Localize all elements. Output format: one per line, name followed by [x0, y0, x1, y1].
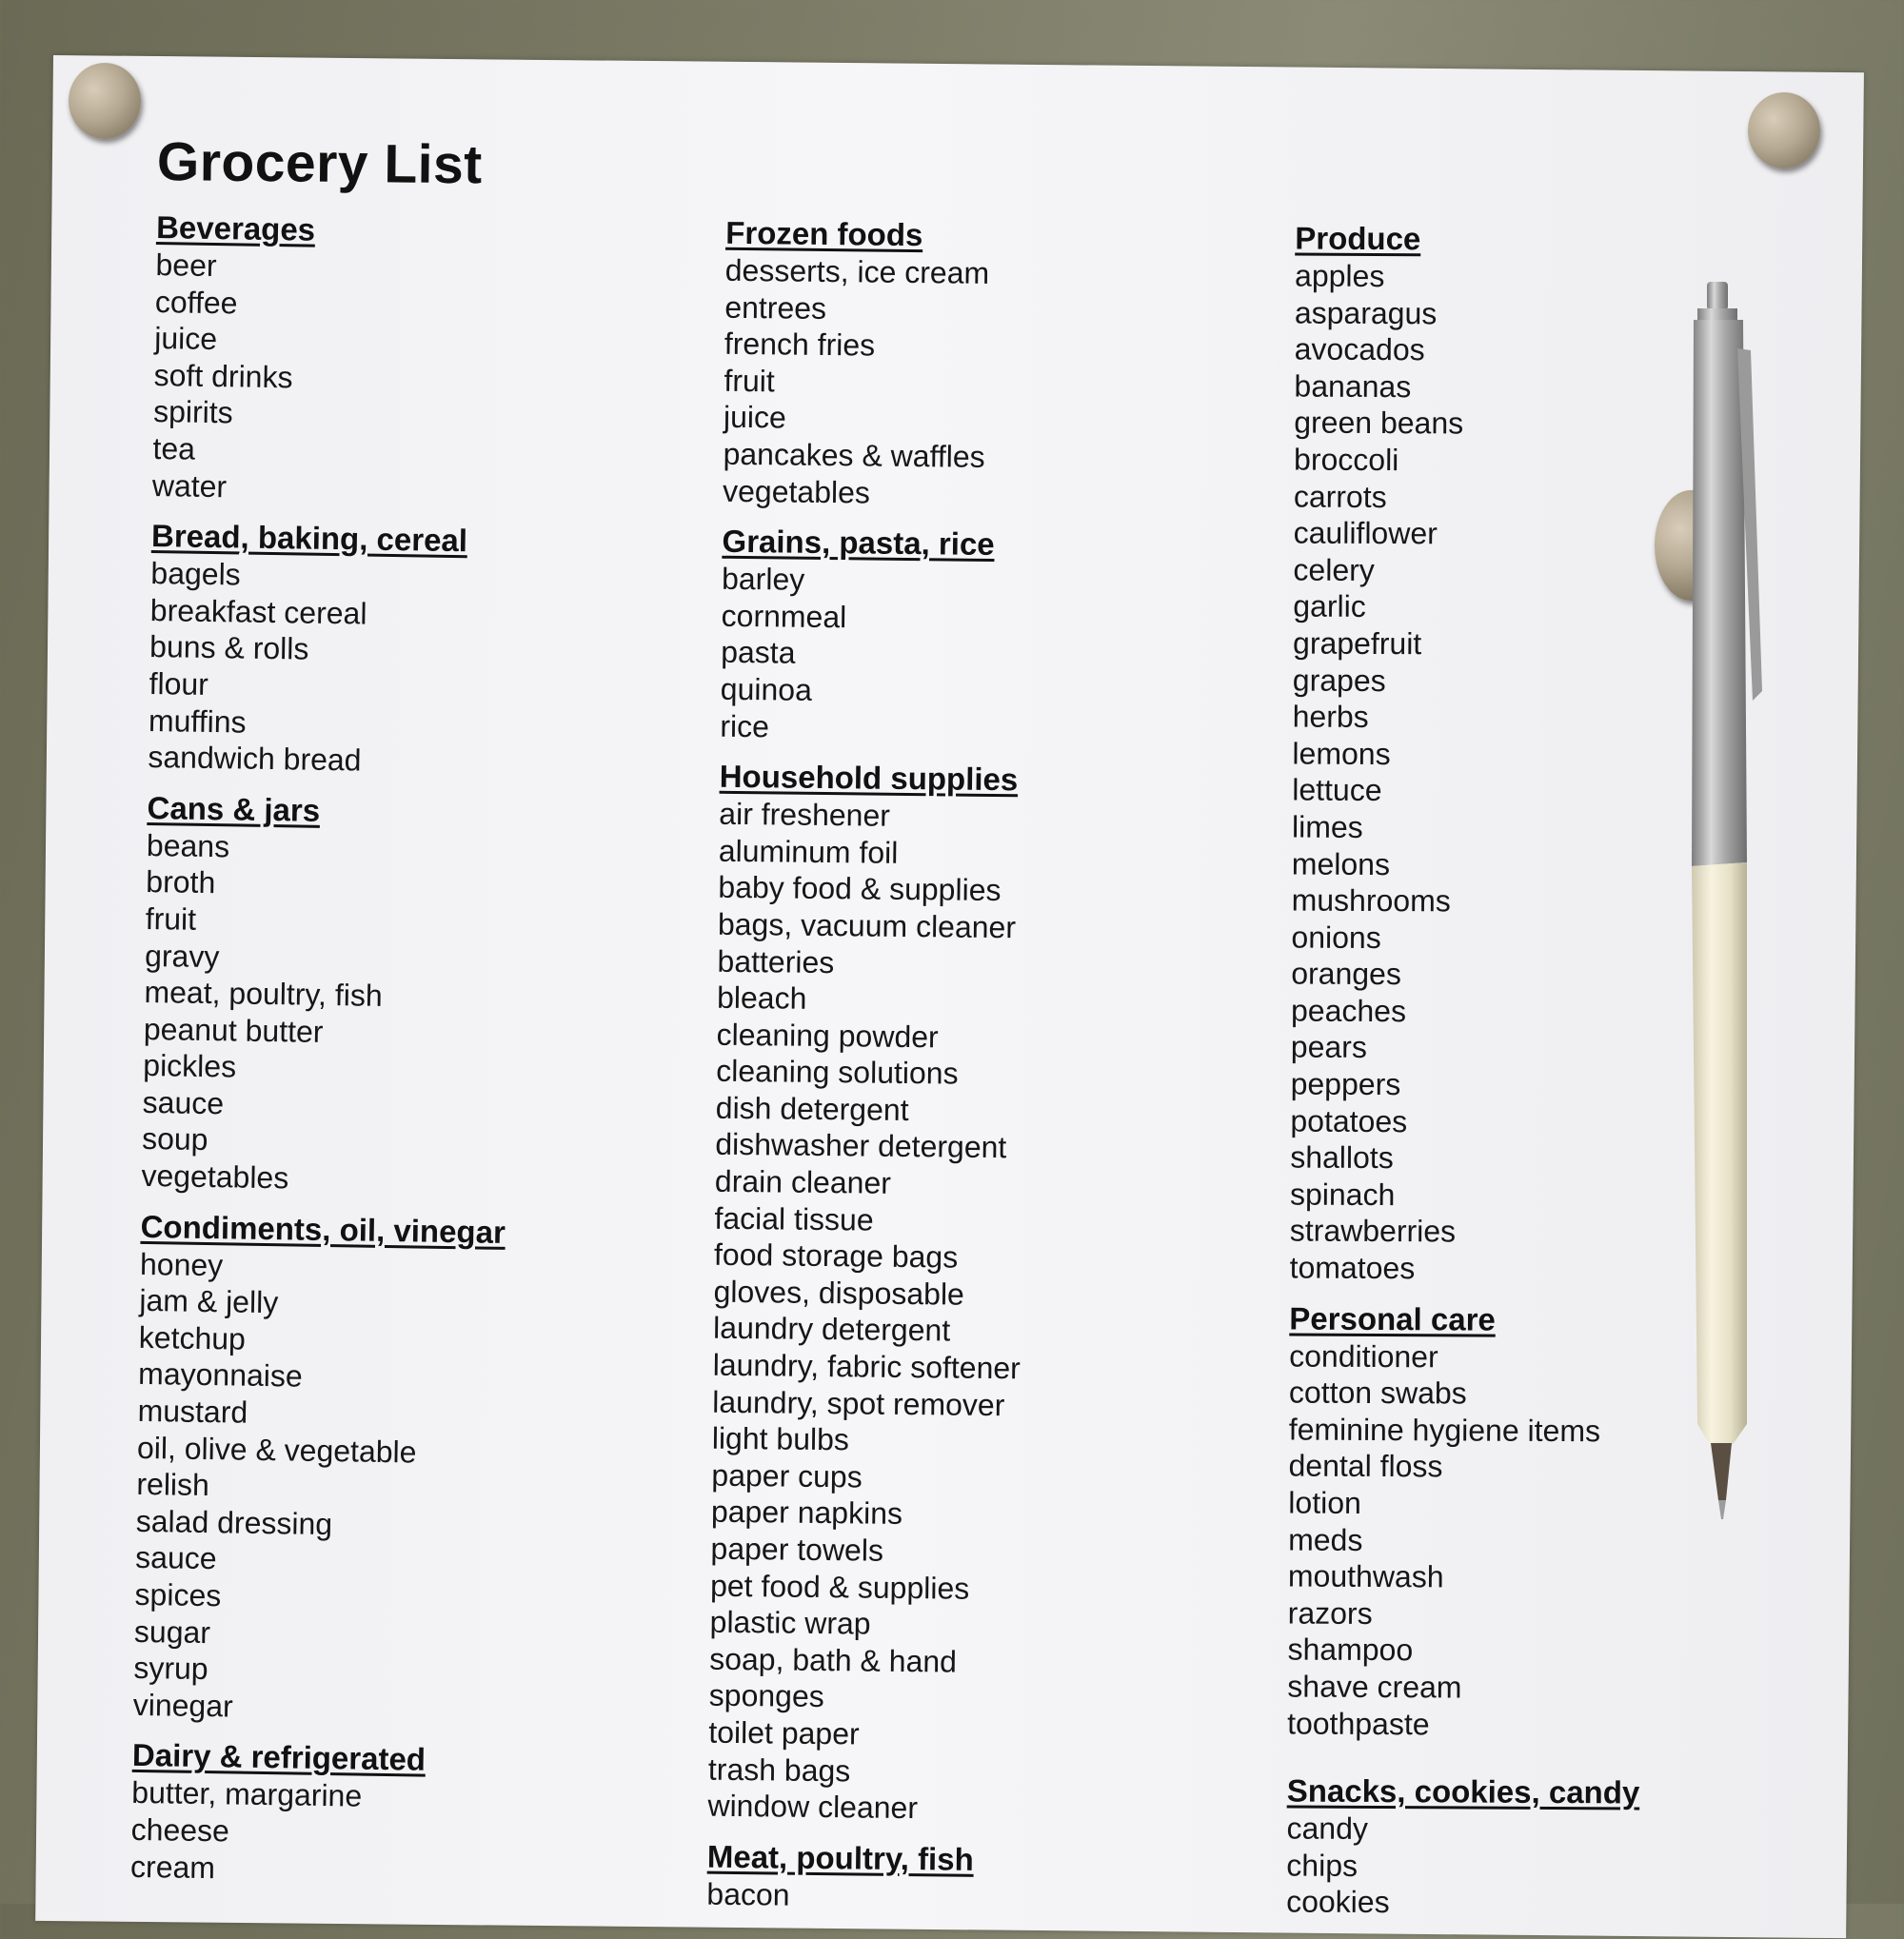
list-item: mouthwash — [1287, 1558, 1444, 1594]
section-produce — [1290, 220, 1648, 1289]
list-item: trash bags — [707, 1751, 851, 1788]
list-item: potatoes — [1290, 1103, 1408, 1138]
list-item: peanut butter — [143, 1011, 324, 1049]
list-item: toothpaste — [1287, 1706, 1430, 1741]
list-item: limes — [1291, 809, 1363, 844]
list-item: gloves, disposable — [713, 1274, 965, 1312]
list-item: green beans — [1294, 405, 1464, 441]
list-item: pet food & supplies — [709, 1568, 970, 1606]
list-item: peaches — [1290, 993, 1407, 1029]
list-item: juice — [154, 321, 218, 357]
list-item: bags, vacuum cleaner — [717, 906, 1017, 945]
list-item: bananas — [1294, 368, 1412, 404]
list-item: water — [151, 467, 228, 504]
list-item: butter, margarine — [131, 1775, 363, 1814]
list-item: spices — [134, 1576, 222, 1613]
list-item: entrees — [724, 289, 827, 326]
section-heading: Beverages — [155, 209, 316, 247]
list-item: toilet paper — [708, 1714, 860, 1751]
list-item: cauliflower — [1293, 515, 1438, 551]
list-item: plastic wrap — [709, 1604, 871, 1641]
list-item: chips — [1286, 1848, 1359, 1883]
section-heading: Frozen foods — [725, 214, 923, 253]
list-item: cleaning solutions — [716, 1054, 959, 1091]
list-column-1 — [130, 208, 522, 1904]
list-item: melons — [1291, 846, 1391, 881]
list-item: soap, bath & hand — [709, 1641, 958, 1679]
list-item: herbs — [1292, 699, 1369, 735]
list-item: spinach — [1289, 1177, 1396, 1212]
list-item: soup — [141, 1121, 208, 1157]
list-item: sandwich bread — [148, 740, 362, 778]
list-item: barley — [721, 561, 805, 597]
list-item: aluminum foil — [718, 833, 899, 870]
list-item: vegetables — [141, 1157, 289, 1196]
list-item: lemons — [1292, 736, 1391, 771]
section-heading: Household supplies — [719, 758, 1019, 798]
list-item: quinoa — [720, 671, 813, 707]
list-item: cotton swabs — [1288, 1375, 1467, 1411]
list-item: beer — [155, 247, 217, 284]
section-heading: Grains, pasta, rice — [722, 523, 995, 563]
list-item: oil, olive & vegetable — [136, 1430, 417, 1470]
list-item: laundry, fabric softener — [712, 1347, 1021, 1386]
section-heading: Personal care — [1289, 1300, 1496, 1337]
section-bread-baking-cereal — [148, 517, 516, 782]
list-item: cream — [129, 1849, 216, 1885]
list-item: meat, poultry, fish — [144, 975, 383, 1013]
list-item: grapefruit — [1292, 625, 1422, 662]
list-item: light bulbs — [711, 1420, 850, 1457]
list-item: apples — [1295, 258, 1385, 294]
list-item: batteries — [717, 943, 835, 979]
list-column-3 — [1286, 220, 1648, 1936]
list-item: dish detergent — [715, 1090, 909, 1127]
list-item: feminine hygiene items — [1288, 1412, 1601, 1449]
list-item: spirits — [152, 394, 233, 430]
section-beverages — [152, 208, 522, 509]
list-item: drain cleaner — [714, 1163, 892, 1200]
list-item: paper towels — [710, 1531, 884, 1568]
list-item: sauce — [134, 1540, 217, 1576]
pen — [1652, 282, 1785, 1519]
list-item: flour — [149, 665, 209, 702]
section-condiments-oil-vinegar — [132, 1208, 506, 1730]
list-item: tea — [152, 430, 196, 466]
list-item: cookies — [1286, 1884, 1390, 1920]
section-heading: Condiments, oil, vinegar — [140, 1208, 506, 1250]
list-item: vegetables — [722, 473, 871, 510]
list-item: paper cups — [711, 1457, 863, 1494]
list-item: food storage bags — [713, 1237, 959, 1275]
list-item: shallots — [1290, 1139, 1394, 1176]
list-item: celery — [1293, 552, 1375, 587]
list-item: breakfast cereal — [149, 592, 367, 631]
list-item: conditioner — [1289, 1338, 1438, 1374]
list-item: salad dressing — [135, 1503, 333, 1541]
list-item: pears — [1290, 1029, 1367, 1065]
list-column-2 — [706, 214, 1034, 1929]
section-heading: Dairy & refrigerated — [131, 1737, 426, 1778]
list-item: buns & rolls — [149, 629, 309, 666]
list-item: syrup — [133, 1651, 208, 1687]
list-item: pickles — [143, 1048, 237, 1084]
list-item: meds — [1288, 1522, 1363, 1557]
magnet-top-right — [1748, 92, 1820, 168]
list-item: carrots — [1293, 479, 1387, 514]
section-heading: Snacks, cookies, candy — [1286, 1772, 1640, 1810]
section-frozen-foods — [723, 214, 1034, 513]
list-item: sauce — [142, 1084, 225, 1121]
list-item: relish — [136, 1467, 210, 1503]
list-item: pancakes & waffles — [723, 436, 985, 474]
list-item: avocados — [1294, 331, 1425, 367]
list-item: desserts, ice cream — [724, 252, 990, 290]
list-item: french fries — [724, 326, 876, 363]
grocery-list-sheet — [35, 55, 1864, 1938]
list-item: mushrooms — [1291, 882, 1451, 919]
section-heading: Produce — [1295, 220, 1421, 257]
list-item: air freshener — [719, 796, 891, 833]
list-item: sugar — [133, 1613, 211, 1650]
list-item: asparagus — [1294, 295, 1438, 330]
list-item: honey — [139, 1246, 224, 1282]
section-grains-pasta-rice — [720, 523, 1030, 748]
section-heading: Meat, poultry, fish — [706, 1838, 974, 1877]
list-item: grapes — [1292, 663, 1386, 698]
list-item: oranges — [1291, 956, 1401, 992]
section-snacks-cookies-candy — [1286, 1772, 1639, 1923]
list-item: paper napkins — [710, 1494, 903, 1532]
list-item: peppers — [1290, 1066, 1401, 1102]
list-item: mustard — [137, 1393, 248, 1430]
list-item: razors — [1287, 1595, 1373, 1631]
list-item: laundry detergent — [712, 1311, 951, 1348]
list-item: mayonnaise — [137, 1356, 304, 1395]
list-item: bleach — [716, 979, 807, 1016]
list-item: jam & jelly — [139, 1283, 279, 1320]
list-item: cheese — [130, 1811, 230, 1849]
list-item: vinegar — [132, 1687, 233, 1724]
page-title: Grocery List — [156, 131, 484, 196]
list-item: fruit — [145, 900, 197, 937]
list-item: garlic — [1293, 588, 1366, 624]
list-item: sponges — [708, 1678, 824, 1714]
list-item: bacon — [706, 1876, 790, 1912]
list-item: bagels — [150, 556, 242, 592]
list-item: strawberries — [1289, 1213, 1457, 1249]
section-household-supplies — [707, 758, 1027, 1828]
section-meat-poultry-fish — [706, 1837, 1015, 1915]
list-item: onions — [1291, 920, 1381, 955]
list-item: pasta — [721, 635, 796, 670]
list-item: lotion — [1288, 1485, 1361, 1520]
section-cans-and-jars — [141, 789, 512, 1200]
section-heading: Bread, baking, cereal — [150, 518, 468, 559]
list-item: window cleaner — [707, 1788, 919, 1826]
list-item: gravy — [144, 938, 220, 974]
section-heading: Cans & jars — [147, 789, 321, 828]
list-item: broth — [146, 864, 216, 900]
list-item: baby food & supplies — [718, 870, 1002, 908]
list-item: cleaning powder — [716, 1017, 939, 1055]
list-item: juice — [723, 400, 787, 435]
list-item: coffee — [154, 284, 238, 320]
list-item: shampoo — [1287, 1632, 1414, 1668]
list-item: muffins — [148, 702, 247, 740]
list-item: lettuce — [1292, 772, 1382, 808]
list-item: facial tissue — [714, 1200, 874, 1237]
list-item: tomatoes — [1289, 1250, 1416, 1286]
list-item: dental floss — [1288, 1448, 1443, 1484]
list-item: laundry, spot remover — [712, 1384, 1005, 1422]
list-item: cornmeal — [721, 598, 847, 635]
list-item: beans — [146, 827, 230, 864]
list-item: fruit — [724, 363, 775, 399]
list-item: rice — [720, 708, 770, 743]
section-dairy-and-refrigerated — [130, 1736, 498, 1890]
section-personal-care — [1287, 1299, 1642, 1743]
magnet-top-left — [69, 63, 141, 139]
list-item: ketchup — [138, 1319, 247, 1356]
list-item: candy — [1286, 1810, 1369, 1847]
list-item: dishwasher detergent — [715, 1127, 1007, 1165]
list-item: shave cream — [1287, 1669, 1462, 1705]
list-item: broccoli — [1293, 442, 1399, 478]
list-item: soft drinks — [153, 357, 293, 395]
